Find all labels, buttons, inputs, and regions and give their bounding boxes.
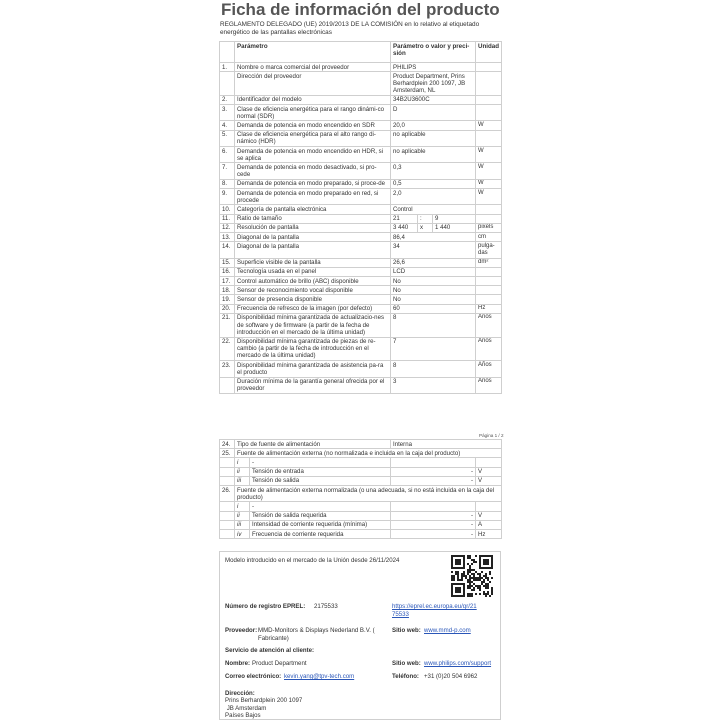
row-value: 8 (391, 361, 476, 377)
row-unit (476, 205, 502, 214)
table-row (220, 267, 502, 276)
table-row (220, 147, 502, 163)
row-parameter: Disponibilidad mínima garantizada de actualizacio-nes de software y de firmware (a partir de la fecha de introducción en el mercado de la última unidad) (235, 313, 391, 337)
row-unit: dm² (476, 258, 502, 267)
page-title: Ficha de información del producto (221, 0, 500, 19)
row-number: 20. (220, 304, 235, 313)
supplier-label: Proveedor: (225, 627, 258, 634)
row-value: - (391, 520, 476, 529)
row-unit: W (476, 147, 502, 163)
row-unit: V (476, 476, 502, 485)
row-number: 11. (220, 214, 235, 223)
row-value (391, 458, 476, 467)
row-value: Interna (391, 440, 502, 449)
row-value-a: 21 (391, 214, 418, 223)
row-parameter: Tensión de entrada (250, 467, 391, 476)
row-number: 8. (220, 179, 235, 188)
email-label: Correo electrónico: (225, 673, 282, 680)
row-parameter: Diagonal de la pantalla (235, 233, 391, 242)
table-row (220, 467, 502, 476)
row-parameter: Demanda de potencia en modo preparado, si proce-de (235, 179, 391, 188)
row-number: 24. (220, 440, 235, 449)
qr-code-icon (451, 555, 493, 597)
row-unit: pixels (476, 223, 502, 232)
table-row (220, 440, 502, 449)
row-unit: Años (476, 377, 502, 393)
row-parameter: Demanda de potencia en modo preparado en red, si procede (235, 189, 391, 205)
row-parameter: Superficie visible de la pantalla (235, 258, 391, 267)
table-row (220, 277, 502, 286)
row-value-a: 3 440 (391, 223, 418, 232)
row-unit: V (476, 467, 502, 476)
row-unit: Años (476, 337, 502, 361)
row-number: 16. (220, 267, 235, 276)
row-unit (476, 295, 502, 304)
row-roman: ii (235, 467, 250, 476)
row-value: 60 (391, 304, 476, 313)
row-unit (476, 502, 502, 511)
supplier-web-label: Sitio web: (392, 627, 421, 634)
row-unit: Hz (476, 530, 502, 539)
row-value: 8 (391, 313, 476, 337)
table-row (220, 163, 502, 179)
row-number: 25. (220, 449, 235, 458)
row-number: 14. (220, 242, 235, 258)
row-roman: i (235, 458, 250, 467)
row-unit (476, 277, 502, 286)
row-roman: ii (235, 511, 250, 520)
service-name: Product Department (252, 660, 307, 667)
row-value: - (391, 476, 476, 485)
row-unit: W (476, 163, 502, 179)
row-unit (476, 72, 502, 96)
row-value: - (391, 530, 476, 539)
row-value-b: 1 440 (433, 223, 476, 232)
table-row (220, 105, 502, 121)
row-roman: iii (235, 520, 250, 529)
table-row (220, 458, 502, 467)
row-number (220, 72, 235, 96)
row-parameter: Fuente de alimentación externa normalizada (o una adecuada, si no está incluida en la caja del producto) (235, 486, 502, 502)
row-roman: iii (235, 476, 250, 485)
row-value: No (391, 295, 476, 304)
row-unit (476, 286, 502, 295)
table-row (220, 233, 502, 242)
row-roman: i (235, 502, 250, 511)
row-value: 34B2U3600C (391, 95, 476, 104)
row-parameter: Tensión de salida requerida (250, 511, 391, 520)
table-row (220, 304, 502, 313)
row-parameter: Clase de eficiencia energética para el alto rango di-námico (HDR) (235, 130, 391, 146)
row-number: 9. (220, 189, 235, 205)
row-number (220, 520, 235, 529)
row-roman: iv (235, 530, 250, 539)
eprel-link[interactable]: https://eprel.ec.europa.eu/qr/21 75533 (392, 603, 477, 618)
row-number: 23. (220, 361, 235, 377)
page-number: Página 1 / 2 (479, 433, 504, 438)
table-row (220, 95, 502, 104)
row-number (220, 377, 235, 393)
row-parameter: - (250, 458, 391, 467)
row-value: 20,0 (391, 121, 476, 130)
row-number (220, 467, 235, 476)
row-value: 0,3 (391, 163, 476, 179)
table-row (220, 502, 502, 511)
table-row (220, 313, 502, 337)
table-row (220, 337, 502, 361)
row-number: 2. (220, 95, 235, 104)
table-row (220, 214, 502, 223)
row-value: LCD (391, 267, 476, 276)
header-param: Parámetro (235, 42, 391, 63)
table-row (220, 223, 502, 232)
table-row (220, 377, 502, 393)
table-row (220, 361, 502, 377)
supplier-name: MMD-Monitors & Displays Nederland B.V. ( Fabricante) (258, 627, 375, 642)
eprel-reg-number: 2175533 (314, 603, 338, 610)
row-parameter: Demanda de potencia en modo encendido en HDR, si se aplica (235, 147, 391, 163)
row-unit: W (476, 179, 502, 188)
row-number: 1. (220, 63, 235, 72)
row-parameter: Clase de eficiencia energética para el rango dinámi-co normal (SDR) (235, 105, 391, 121)
power-supply-table (219, 439, 502, 539)
row-number: 6. (220, 147, 235, 163)
row-number: 5. (220, 130, 235, 146)
row-parameter: Demanda de potencia en modo encendido en SDR (235, 121, 391, 130)
table-row (220, 130, 502, 146)
row-unit: W (476, 189, 502, 205)
row-parameter: Sensor de presencia disponible (235, 295, 391, 304)
row-number: 3. (220, 105, 235, 121)
row-value: no aplicable (391, 147, 476, 163)
row-number: 12. (220, 223, 235, 232)
row-number: 26. (220, 486, 235, 502)
row-number (220, 476, 235, 485)
row-parameter: Disponibilidad mínima garantizada de asistencia pa-ra el producto (235, 361, 391, 377)
row-parameter: Tensión de salida (250, 476, 391, 485)
row-value-sep: x (418, 223, 433, 232)
table-row (220, 530, 502, 539)
row-number: 19. (220, 295, 235, 304)
row-value: Control (391, 205, 476, 214)
row-value: 26,6 (391, 258, 476, 267)
row-parameter: Duración mínima de la garantía general ofrecida por el proveedor (235, 377, 391, 393)
table-row (220, 205, 502, 214)
row-parameter: Nombre o marca comercial del proveedor (235, 63, 391, 72)
row-parameter: Tipo de fuente de alimentación (235, 440, 391, 449)
table-row (220, 511, 502, 520)
row-parameter: Resolución de pantalla (235, 223, 391, 232)
row-unit: pulga-das (476, 242, 502, 258)
row-value: D (391, 105, 476, 121)
header-value: Parámetro o valor y preci-sión (391, 42, 476, 63)
row-parameter: Identificador del modelo (235, 95, 391, 104)
row-number: 21. (220, 313, 235, 337)
row-parameter: Frecuencia de refresco de la imagen (por defecto) (235, 304, 391, 313)
row-unit: W (476, 121, 502, 130)
row-value-b: 9 (433, 214, 476, 223)
header-unit: Unidad (476, 42, 502, 63)
market-intro: Modelo introducido en el mercado de la Unión desde 26/11/2024 (225, 557, 400, 564)
row-parameter: Intensidad de corriente requerida (mínima) (250, 520, 391, 529)
row-unit (476, 267, 502, 276)
row-unit (476, 63, 502, 72)
row-value: 34 (391, 242, 476, 258)
row-parameter: - (250, 502, 391, 511)
row-value: no aplicable (391, 130, 476, 146)
table-row (220, 476, 502, 485)
row-value: No (391, 277, 476, 286)
email-link[interactable]: kevin.yang@tpv-tech.com (284, 673, 355, 680)
row-unit (476, 105, 502, 121)
eprel-reg-label: Número de registro EPREL: (225, 603, 306, 610)
service-label: Servicio de atención al cliente: (225, 647, 315, 654)
row-parameter: Categoría de pantalla electrónica (235, 205, 391, 214)
row-parameter: Ratio de tamaño (235, 214, 391, 223)
row-number: 17. (220, 277, 235, 286)
table-row (220, 179, 502, 188)
row-number: 13. (220, 233, 235, 242)
row-number (220, 530, 235, 539)
phone-number: +31 (0)20 504 6962 (424, 673, 478, 680)
row-number (220, 458, 235, 467)
table-row (220, 295, 502, 304)
row-value: - (391, 511, 476, 520)
row-value: Product Department, Prins Berhardplein 200 1097, JB Amsterdam, NL (391, 72, 476, 96)
row-parameter: Control automático de brillo (ABC) disponible (235, 277, 391, 286)
table-row (220, 189, 502, 205)
row-value: 3 (391, 377, 476, 393)
header-num (220, 42, 235, 63)
row-unit (476, 95, 502, 104)
supplier-web-link[interactable]: www.mmd-p.com (424, 627, 471, 634)
row-parameter: Demanda de potencia en modo desactivado, si pro-cede (235, 163, 391, 179)
row-number (220, 502, 235, 511)
row-value: 7 (391, 337, 476, 361)
row-number: 4. (220, 121, 235, 130)
service-name-label: Nombre: (225, 660, 251, 667)
table-row (220, 63, 502, 72)
row-unit: Años (476, 313, 502, 337)
table-row (220, 486, 502, 502)
row-parameter: Diagonal de la pantalla (235, 242, 391, 258)
table-row (220, 242, 502, 258)
row-unit (476, 214, 502, 223)
row-value: No (391, 286, 476, 295)
service-web-link[interactable]: www.philips.com/support (424, 660, 492, 667)
table-row (220, 520, 502, 529)
phone-label: Teléfono: (392, 673, 419, 680)
table-row (220, 286, 502, 295)
table-row (220, 121, 502, 130)
address-label: Dirección: (225, 690, 255, 697)
row-number: 18. (220, 286, 235, 295)
regulation-text: REGLAMENTO DELEGADO (UE) 2019/2013 DE LA COMISIÓN en lo relativo al etiquetado energético de las pantallas electrónicas (220, 21, 480, 37)
row-unit (476, 458, 502, 467)
row-parameter: Tecnología usada en el panel (235, 267, 391, 276)
table-row (220, 72, 502, 96)
row-number: 22. (220, 337, 235, 361)
row-number (220, 511, 235, 520)
eprel-section (219, 551, 501, 720)
row-value: 0,5 (391, 179, 476, 188)
table-row (220, 449, 502, 458)
row-value (391, 502, 476, 511)
address: Prins Berhardplein 200 1097 JB Amsterdam Países Bajos (225, 697, 303, 719)
row-number: 7. (220, 163, 235, 179)
row-unit: V (476, 511, 502, 520)
row-value: PHILIPS (391, 63, 476, 72)
row-parameter: Dirección del proveedor (235, 72, 391, 96)
row-unit: Años (476, 361, 502, 377)
row-unit (476, 130, 502, 146)
row-parameter: Disponibilidad mínima garantizada de piezas de re-cambio (a partir de la fecha de introducción en el mercado de la última unidad) (235, 337, 391, 361)
row-value: 2,0 (391, 189, 476, 205)
spec-table (219, 41, 502, 394)
row-number: 10. (220, 205, 235, 214)
row-value: - (391, 467, 476, 476)
table-row (220, 258, 502, 267)
row-unit: Hz (476, 304, 502, 313)
row-unit: A (476, 520, 502, 529)
row-unit: cm (476, 233, 502, 242)
service-web-label: Sitio web: (392, 660, 421, 667)
row-parameter: Frecuencia de corriente requerida (250, 530, 391, 539)
row-parameter: Fuente de alimentación externa (no normalizada e incluida en la caja del producto) (235, 449, 502, 458)
row-value-sep: : (418, 214, 433, 223)
table-header-row (220, 42, 502, 63)
row-value: 86,4 (391, 233, 476, 242)
row-parameter: Sensor de reconocimiento vocal disponible (235, 286, 391, 295)
row-number: 15. (220, 258, 235, 267)
